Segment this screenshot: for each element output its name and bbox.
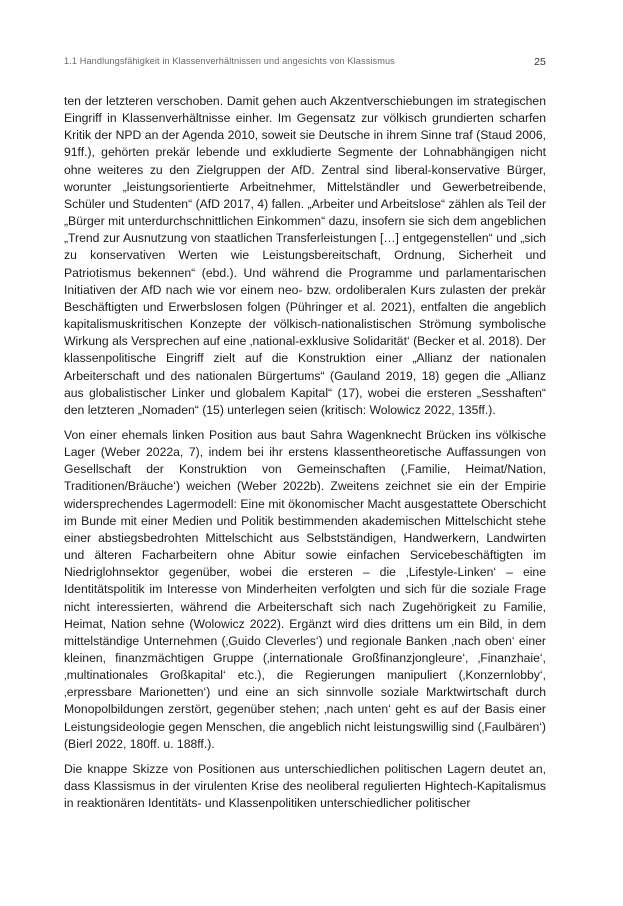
running-head: 1.1 Handlungsfähigkeit in Klassenverhältnissen und angesichts von Klassismus [64, 56, 395, 66]
paragraph: ten der letzteren verschoben. Damit gehen auch Akzentverschiebungen im strategischen Eingriff in Klassenverhältnisse einher. Im Gegensatz zur völkisch grundierten scharfen Kritik der NPD an der Agenda 2010, soweit sie Deutsche in ihrem Sinne traf (Staud 2006, 91ff.), gehörten prekär lebende und exkludierte Segmente der Lohnabhängigen nicht ohne weiteres zu den Zielgruppen der AfD. Zentral sind liberal-konservative Bürger, worunter „leistungsorientierte Arbeitnehmer, Mittelständler und Gewerbetreibende, Schüler und Studenten“ (AfD 2017, 4) fallen. „Arbeiter und Arbeitslose“ zählen als Teil der „Bürger mit unterdurchschnittlichen Einkommen“ dazu, insofern sie sich dem angeblichen „Trend zur Ausnutzung von staatlichen Transferleistungen […] entgegenstellen“ und „sich zu konservativen Werten wie Leistungsbereitschaft, Ordnung, Sicherheit und Patriotismus bekennen“ (ebd.). Und während die Programme und parlamentarischen Initiativen der AfD nach wie vor einem neo- bzw. ordoliberalen Kurs zulasten der prekär Beschäftigten und Erwerbslosen folgen (Pühringer et al. 2021), entfalten die angeblich kapitalismuskritischen Konzepte der völkisch-nationalistischen Strömung symbolische Wirkung als Versprechen auf eine ‚national-exklusive Solidarität‘ (Becker et al. 2018). Der klassenpolitische Eingriff zielt auf die Konstruktion einer „Allianz der nationalen Arbeiterschaft und des nationalen Bürgertums“ (Gauland 2019, 18) gegen die „Allianz aus globalistischer Linker und globalem Kapital“ (17), wobei die ersteren „Sesshaften“ den letzteren „Nomaden“ (15) unterlegen seien (kritisch: Wolowicz 2022, 135ff.). [64, 94, 546, 417]
paragraph: Von einer ehemals linken Position aus baut Sahra Wagenknecht Brücken ins völkische Lager (Weber 2022a, 7), indem bei ihr erstens klassentheoretische Auffassungen von Gesellschaft der Konstruktion von Gemeinschaften (‚Familie, Heimat/Nation, Traditionen/Bräuche‘) weichen (Weber 2022b). Zweitens zeichnet sie ein der Empirie widersprechendes Lagermodell: Eine mit ökonomischer Macht ausgestattete Oberschicht im Bunde mit einer Medien und Politik bestimmenden akademischen Mittelschicht stehe einer abstiegsbedrohten Mittelschicht aus Selbstständigen, Handwerkern, Landwirten und älteren Facharbeitern ohne Abitur sowie einfachen Servicebeschäftigten im Niedriglohnsektor gegenüber, wobei die ersteren – die ‚Lifestyle-Linken‘ – eine Identitätspolitik im Interesse von Minderheiten verfolgten und sich für die soziale Frage nicht interessierten, während die Arbeiterschaft sich nach Zugehörigkeit zu Familie, Heimat, Nation sehne (Wolowicz 2022). Ergänzt wird dies drittens um ein Bild, in dem mittelständige Unternehmen (‚Guido Cleverles‘) und regionale Banken ‚nach oben‘ einer kleinen, finanzmächtigen Gruppe (‚internationale Großfinanzjongleure‘, ‚Finanzhaie‘, ‚multinationales Großkapital‘ etc.), die Regierungen manipuliert (‚Konzernlobby‘, ‚erpressbare Marionetten‘) und eine an sich sinnvolle soziale Marktwirtschaft durch Monopolbildungen zerstört, gegenüber stehen; ‚nach unten‘ geht es auf der Basis einer Leistungsideologie gegen Menschen, die angeblich nicht leistungswillig sind (‚Faulbären‘) (Bierl 2022, 180ff. u. 188ff.). [64, 427, 546, 751]
body-text [64, 93, 546, 812]
paragraph: Die knappe Skizze von Positionen aus unterschiedlichen politischen Lagern deutet an, dass Klassismus in der virulenten Krise des neoliberal regulierten Hightech-Kapitalismus in reaktionären Identitäts- und Klassenpolitiken unterschiedlicher politischer [64, 761, 546, 811]
page-header [64, 56, 546, 72]
page-number: 25 [534, 56, 546, 68]
